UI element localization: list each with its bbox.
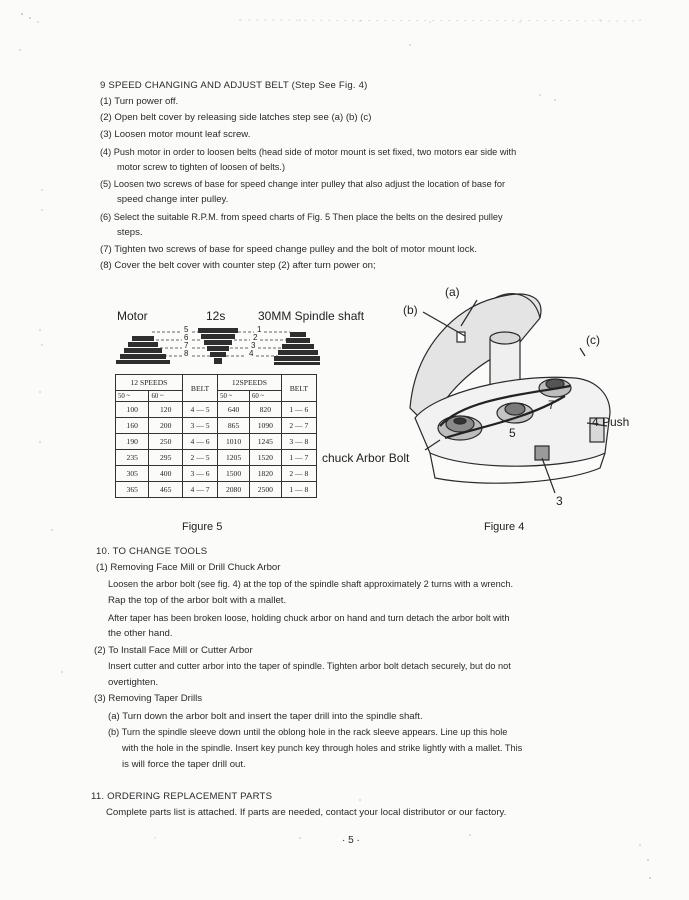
section-10-line: (a) Turn down the arbor bolt and insert the taper drill into the spindle shaft. (108, 711, 423, 722)
section-10-line: the other hand. (108, 628, 173, 639)
section-9-heading: 9 SPEED CHANGING AND ADJUST BELT (Step See Fig. 4) (100, 80, 368, 91)
label-b: (b) (403, 303, 418, 317)
table-cell: 100 (116, 402, 149, 418)
section-9-step: (8) Cover the belt cover with counter step (2) after turn power on; (100, 260, 376, 271)
page-number: · 5 · (342, 835, 360, 846)
pulley-step-7: 7 (184, 341, 189, 350)
section-11-heading: 11. ORDERING REPLACEMENT PARTS (91, 791, 273, 802)
table-cell: 1245 (249, 434, 281, 450)
belt-housing-illustration (395, 278, 635, 508)
table-cell: 465 (149, 482, 182, 498)
table-row (116, 466, 317, 482)
table-cell: 2 — 8 (281, 466, 316, 482)
table-cell: 250 (149, 434, 182, 450)
table-cell: 4 — 7 (182, 482, 217, 498)
label-c: (c) (586, 333, 600, 347)
pulley-step-2: 2 (253, 333, 258, 342)
table-cell: 235 (116, 450, 149, 466)
pulley-step-5: 5 (184, 325, 189, 334)
table-cell: 400 (149, 466, 182, 482)
table-row (116, 450, 317, 466)
table-cell: 3 — 8 (281, 434, 316, 450)
section-9-step: (7) Tighten two screws of base for speed change pulley and the bolt of motor mount lock. (100, 244, 478, 255)
figure-4-caption: Figure 4 (484, 521, 525, 533)
section-10-line: overtighten. (108, 677, 159, 688)
table-cell: 2 — 5 (182, 450, 217, 466)
section-10-line: (b) Turn the spindle sleeve down until the oblong hole in the rack sleeve appears. Line up this hole (108, 727, 508, 737)
section-9-step: (2) Open belt cover by releasing side latches step see (a) (b) (c) (100, 112, 372, 123)
label-3: 3 (556, 494, 563, 508)
table-cell: 2500 (249, 482, 281, 498)
speed-table-subheader: 50 ~ (116, 391, 149, 402)
speed-table-subheader: 60 ~ (149, 391, 182, 402)
table-cell: 1820 (249, 466, 281, 482)
speed-table-subheader: 60 ~ (249, 391, 281, 402)
section-9-step: (4) Push motor in order to loosen belts (head side of motor mount is set fixed, two motors ear side with (100, 147, 517, 157)
table-cell: 305 (116, 466, 149, 482)
table-cell: 820 (249, 402, 281, 418)
table-cell: 640 (218, 402, 250, 418)
table-cell: 1 — 6 (281, 402, 316, 418)
table-cell: 1205 (218, 450, 250, 466)
table-cell: 2 — 7 (281, 418, 316, 434)
table-cell: 2080 (218, 482, 250, 498)
table-cell: 865 (218, 418, 250, 434)
pulley-diagram (112, 324, 322, 372)
table-cell: 4 — 5 (182, 402, 217, 418)
section-10-line: Rap the top of the arbor bolt with a mallet. (108, 595, 287, 606)
pulley-step-8: 8 (184, 349, 189, 358)
table-row (116, 418, 317, 434)
spindle-label: 30MM Spindle shaft (258, 309, 365, 323)
pulley-step-1: 1 (257, 325, 262, 334)
section-10-line: After taper has been broken loose, holding chuck arbor on hand and turn detach the arbor bolt with (108, 613, 510, 623)
section-9-step-cont: motor screw to tighten of loosen of belts.) (117, 162, 286, 172)
section-9-step: (5) Loosen two screws of base for speed change inter pulley that also adjust the location of base for (100, 179, 505, 189)
section-10-line: Loosen the arbor bolt (see fig. 4) at the top of the spindle shaft approximately 2 turns with a wrench. (108, 579, 513, 589)
section-11-body: Complete parts list is attached. If parts are needed, contact your local distributor or our factory. (106, 807, 507, 818)
pulley-step-3: 3 (251, 341, 256, 350)
section-9-step-cont: speed change inter pulley. (117, 194, 229, 205)
section-9-step: (1) Turn power off. (100, 96, 179, 107)
label-7: 7 (548, 398, 555, 412)
label-5: 5 (509, 426, 516, 440)
figure-5-caption: Figure 5 (182, 521, 223, 533)
section-10-line: (1) Removing Face Mill or Drill Chuck Arbor (96, 562, 281, 573)
table-row (116, 402, 317, 418)
table-cell: 1 — 7 (281, 450, 316, 466)
label-a: (a) (445, 285, 460, 299)
speed-table-subheader: 50 ~ (218, 391, 250, 402)
table-cell: 4 — 6 (182, 434, 217, 450)
speed-table (115, 374, 317, 498)
section-10-line: with the hole in the spindle. Insert key punch key through holes and strike lightly with a mallet. This (122, 743, 523, 753)
table-cell: 120 (149, 402, 182, 418)
table-row (116, 482, 317, 498)
motor-label: Motor (117, 309, 148, 323)
section-10-line: Insert cutter and cutter arbor into the taper of spindle. Tighten arbor bolt detach securely, but do not (108, 661, 511, 671)
label-push: 4 Push (592, 415, 630, 429)
speed-table-header: BELT (281, 375, 316, 402)
table-cell: 200 (149, 418, 182, 434)
pulley-step-6: 6 (184, 333, 189, 342)
section-10-line: (2) To Install Face Mill or Cutter Arbor (94, 645, 253, 656)
section-9-step: (3) Loosen motor mount leaf screw. (100, 129, 251, 140)
table-cell: 3 — 5 (182, 418, 217, 434)
table-cell: 365 (116, 482, 149, 498)
12s-label: 12s (206, 309, 226, 323)
table-cell: 190 (116, 434, 149, 450)
speed-table-header: BELT (182, 375, 217, 402)
speed-table-header: 12SPEEDS (218, 375, 282, 391)
table-row (116, 434, 317, 450)
section-9-step: (6) Select the suitable R.P.M. from speed charts of Fig. 5 Then place the belts on the desired pulley (100, 212, 503, 222)
section-9-step-cont: steps. (117, 227, 143, 238)
table-cell: 1090 (249, 418, 281, 434)
table-cell: 1010 (218, 434, 250, 450)
table-cell: 1 — 8 (281, 482, 316, 498)
section-10-line: is will force the taper drill out. (122, 759, 246, 770)
section-10-line: (3) Removing Taper Drills (94, 693, 203, 704)
table-cell: 295 (149, 450, 182, 466)
table-cell: 1500 (218, 466, 250, 482)
table-cell: 1520 (249, 450, 281, 466)
speed-table-header: 12 SPEEDS (116, 375, 183, 391)
table-cell: 3 — 6 (182, 466, 217, 482)
section-10-heading: 10. TO CHANGE TOOLS (96, 546, 208, 557)
pulley-step-4: 4 (249, 349, 254, 358)
table-cell: 160 (116, 418, 149, 434)
label-chuck-arbor-bolt: chuck Arbor Bolt (322, 451, 410, 465)
